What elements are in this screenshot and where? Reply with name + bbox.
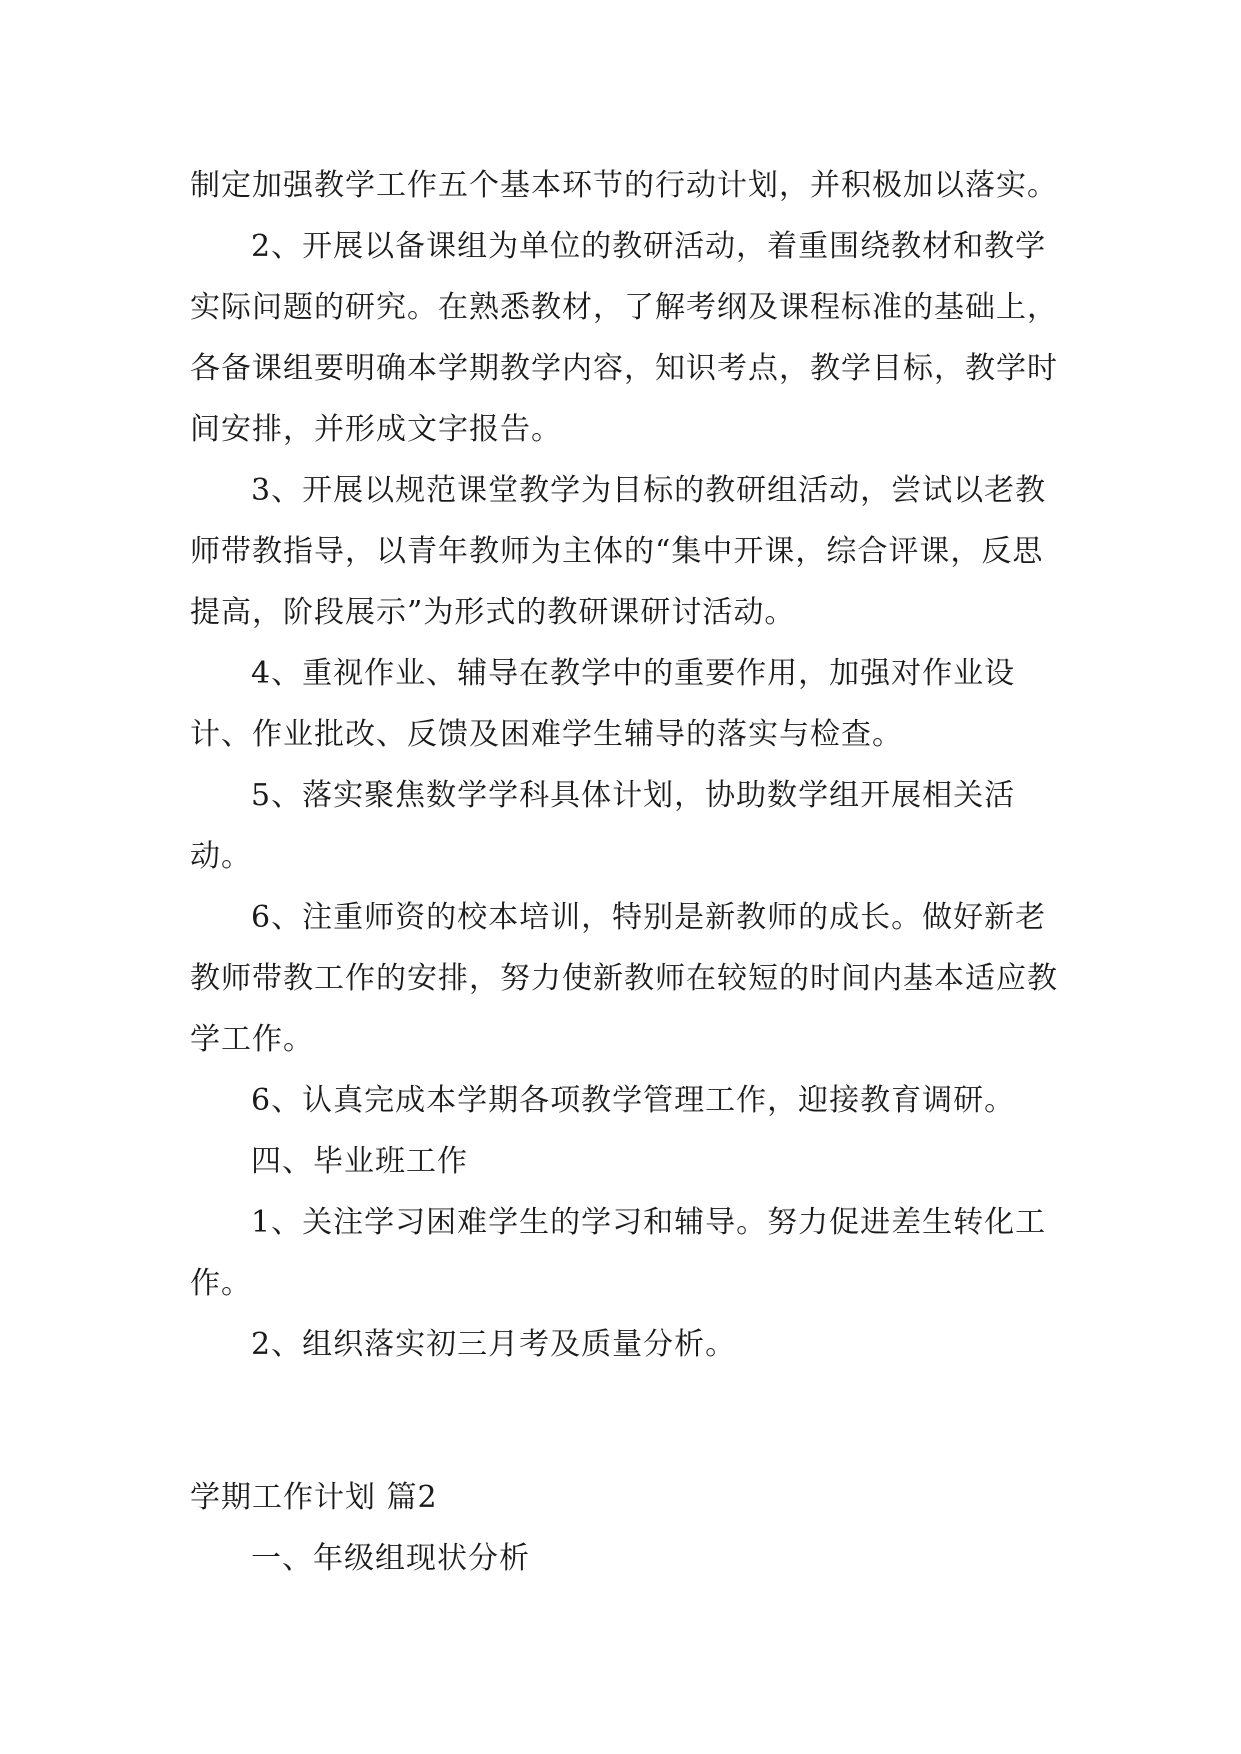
paragraph-item-5: 5、落实聚焦数学学科具体计划，协助数学组开展相关活动。: [190, 778, 1016, 874]
heading-graduating-class: 四、毕业班工作: [251, 1144, 468, 1179]
paragraph-graduating-2: 2、组织落实初三月考及质量分析。: [251, 1327, 737, 1362]
paragraph-graduating-1: 1、关注学习困难学生的学习和辅导。努力促进差生转化工作。: [190, 1205, 1047, 1301]
paragraph-continuation: 制定加强教学工作五个基本环节的行动计划，并积极加以落实。: [190, 168, 1058, 203]
paragraph-item-3: 3、开展以规范课堂教学为目标的教研组活动，尝试以老教师带教指导，以青年教师为主体的“集中开课，综合评课，反思提高，阶段展示”为形式的教研课研讨活动。: [190, 473, 1047, 630]
paragraph-item-2: 2、开展以备课组为单位的教研活动，着重围绕教材和教学实际问题的研究。在熟悉教材，了解考纲及课程标准的基础上，各备课组要明确本学期教学内容，知识考点，教学目标，教学时间安排，并形成文字报告。: [190, 229, 1058, 447]
paragraph-item-6: 6、注重师资的校本培训，特别是新教师的成长。做好新老教师带教工作的安排，努力使新教师在较短的时间内基本适应教学工作。: [190, 900, 1058, 1057]
document-body: [190, 155, 1070, 1589]
subsection-heading: 一、年级组现状分析: [251, 1541, 530, 1576]
section-title: 学期工作计划 篇2: [190, 1480, 438, 1515]
paragraph-item-6b: 6、认真完成本学期各项教学管理工作，迎接教育调研。: [251, 1083, 1016, 1118]
paragraph-item-4: 4、重视作业、辅导在教学中的重要作用，加强对作业设计、作业批改、反馈及困难学生辅导的落实与检查。: [190, 656, 1016, 752]
